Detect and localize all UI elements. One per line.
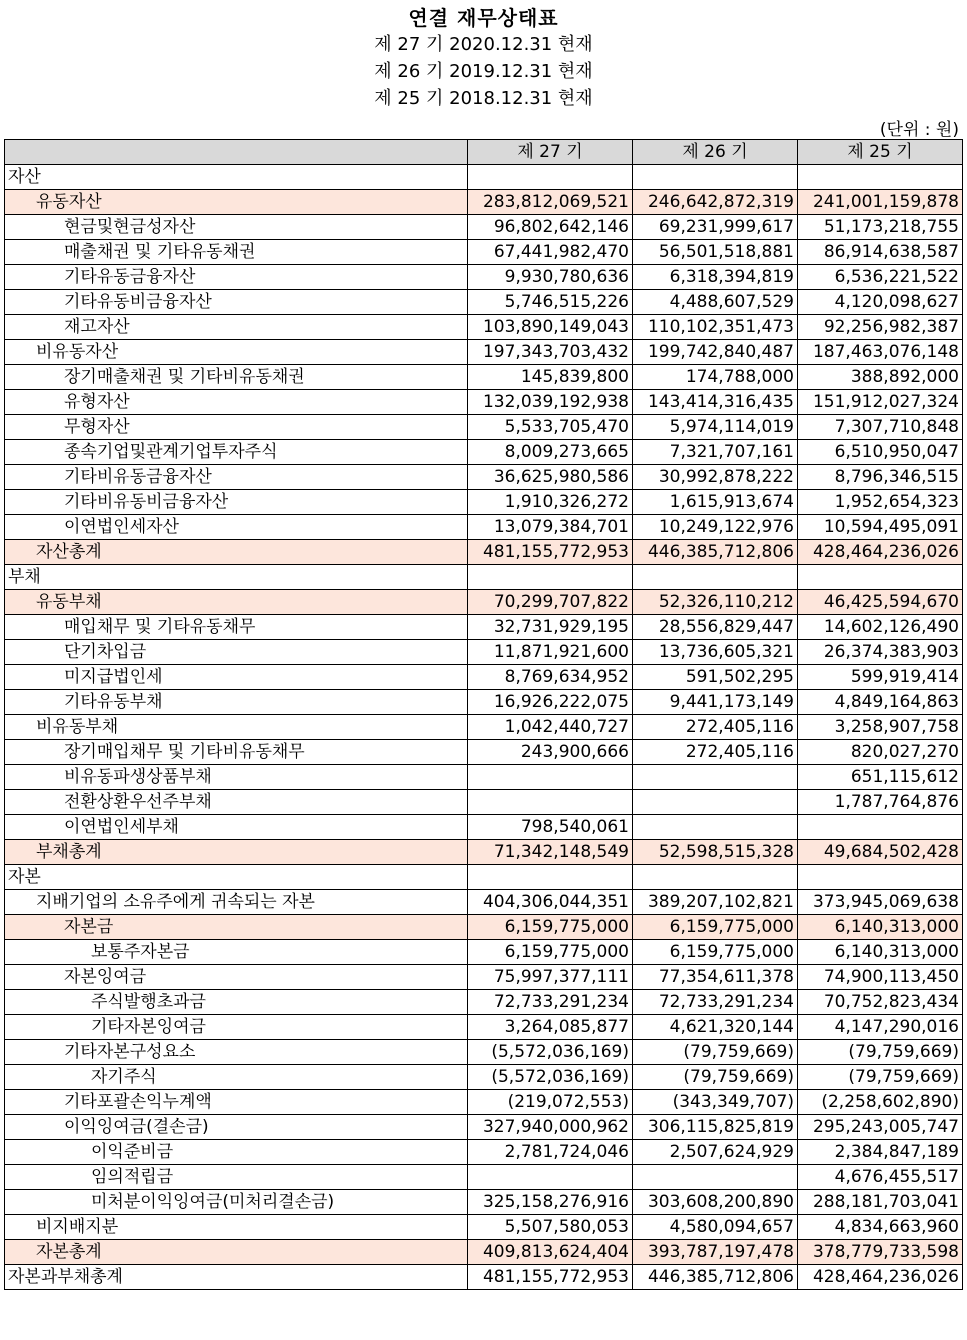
amount-cell [468,765,633,790]
account-label: 이연법인세부채 [5,815,468,840]
table-row [5,515,963,540]
table-row [5,1140,963,1165]
header-period-25: 제 25 기 [798,140,963,165]
header-period-26: 제 26 기 [633,140,798,165]
amount-cell: 199,742,840,487 [633,340,798,365]
amount-cell: 110,102,351,473 [633,315,798,340]
amount-cell: 132,039,192,938 [468,390,633,415]
account-label: 비유동파생상품부채 [5,765,468,790]
amount-cell: 32,731,929,195 [468,615,633,640]
account-label: 이익잉여금(결손금) [5,1115,468,1140]
account-label: 매출채권 및 기타유동채권 [5,240,468,265]
account-label: 자본잉여금 [5,965,468,990]
amount-cell: (219,072,553) [468,1090,633,1115]
table-row [5,640,963,665]
amount-cell: 1,042,440,727 [468,715,633,740]
table-row [5,1165,963,1190]
amount-cell: 651,115,612 [798,765,963,790]
table-row [5,1040,963,1065]
table-row [5,715,963,740]
period-line-25: 제 25 기 2018.12.31 현재 [374,88,593,109]
table-row [5,465,963,490]
table-row [5,240,963,265]
amount-cell: 428,464,236,026 [798,1265,963,1290]
amount-cell: 8,769,634,952 [468,665,633,690]
amount-cell: 10,594,495,091 [798,515,963,540]
amount-cell: 72,733,291,234 [468,990,633,1015]
table-row [5,590,963,615]
amount-cell: 7,307,710,848 [798,415,963,440]
amount-cell: 6,159,775,000 [468,915,633,940]
amount-cell [633,1165,798,1190]
amount-cell: 6,159,775,000 [468,940,633,965]
table-row [5,315,963,340]
table-row [5,1190,963,1215]
amount-cell: 143,414,316,435 [633,390,798,415]
table-body [5,165,963,1290]
amount-cell: 6,318,394,819 [633,265,798,290]
account-label: 비지배지분 [5,1215,468,1240]
amount-cell: 7,321,707,161 [633,440,798,465]
account-label: 유동부채 [5,590,468,615]
amount-cell: 70,299,707,822 [468,590,633,615]
table-row [5,890,963,915]
amount-cell: 72,733,291,234 [633,990,798,1015]
account-label: 자본과부채총계 [5,1265,468,1290]
amount-cell [798,565,963,590]
table-row [5,290,963,315]
amount-cell: 446,385,712,806 [633,540,798,565]
amount-cell: 6,140,313,000 [798,915,963,940]
table-row [5,340,963,365]
table-row [5,565,963,590]
amount-cell: 5,507,580,053 [468,1215,633,1240]
amount-cell: 4,580,094,657 [633,1215,798,1240]
amount-cell: (343,349,707) [633,1090,798,1115]
account-label: 매입채무 및 기타유동채무 [5,615,468,640]
amount-cell: 4,676,455,517 [798,1165,963,1190]
table-row [5,940,963,965]
account-label: 현금및현금성자산 [5,215,468,240]
table-row [5,1015,963,1040]
amount-cell: 6,536,221,522 [798,265,963,290]
amount-cell: 393,787,197,478 [633,1240,798,1265]
amount-cell: 8,796,346,515 [798,465,963,490]
amount-cell: (79,759,669) [633,1040,798,1065]
account-label: 기타유동금융자산 [5,265,468,290]
account-label: 비유동자산 [5,340,468,365]
amount-cell: 283,812,069,521 [468,190,633,215]
amount-cell: 8,009,273,665 [468,440,633,465]
amount-cell: 6,140,313,000 [798,940,963,965]
table-row [5,815,963,840]
account-label: 이익준비금 [5,1140,468,1165]
account-label: 기타포괄손익누계액 [5,1090,468,1115]
amount-cell: 591,502,295 [633,665,798,690]
amount-cell: 69,231,999,617 [633,215,798,240]
amount-cell: 599,919,414 [798,665,963,690]
amount-cell: 52,326,110,212 [633,590,798,615]
amount-cell: 481,155,772,953 [468,1265,633,1290]
amount-cell: 36,625,980,586 [468,465,633,490]
account-label: 유동자산 [5,190,468,215]
amount-cell: (79,759,669) [633,1065,798,1090]
account-label: 미지급법인세 [5,665,468,690]
amount-cell: 92,256,982,387 [798,315,963,340]
amount-cell: 26,374,383,903 [798,640,963,665]
table-row [5,1215,963,1240]
amount-cell [798,165,963,190]
unit-label: (단위 : 원) [879,120,959,140]
amount-cell: 288,181,703,041 [798,1190,963,1215]
amount-cell: 11,871,921,600 [468,640,633,665]
amount-cell: (5,572,036,169) [468,1040,633,1065]
amount-cell: 798,540,061 [468,815,633,840]
account-label: 임의적립금 [5,1165,468,1190]
amount-cell: 446,385,712,806 [633,1265,798,1290]
amount-cell: 56,501,518,881 [633,240,798,265]
amount-cell: 272,405,116 [633,715,798,740]
amount-cell: 51,173,218,755 [798,215,963,240]
amount-cell: 4,621,320,144 [633,1015,798,1040]
account-label: 주식발행초과금 [5,990,468,1015]
account-label: 전환상환우선주부채 [5,790,468,815]
amount-cell [468,790,633,815]
table-row [5,1115,963,1140]
table-row [5,390,963,415]
account-label: 자본총계 [5,1240,468,1265]
account-label: 재고자산 [5,315,468,340]
account-label: 장기매출채권 및 기타비유동채권 [5,365,468,390]
amount-cell: 409,813,624,404 [468,1240,633,1265]
table-row [5,365,963,390]
header-account [5,140,468,165]
amount-cell: 151,912,027,324 [798,390,963,415]
account-label: 기타자본잉여금 [5,1015,468,1040]
table-row [5,765,963,790]
amount-cell [468,865,633,890]
header-period-27: 제 27 기 [468,140,633,165]
table-row [5,990,963,1015]
amount-cell: 327,940,000,962 [468,1115,633,1140]
amount-cell: 13,736,605,321 [633,640,798,665]
amount-cell: 378,779,733,598 [798,1240,963,1265]
table-row [5,490,963,515]
amount-cell: 1,615,913,674 [633,490,798,515]
amount-cell: (5,572,036,169) [468,1065,633,1090]
amount-cell [798,865,963,890]
amount-cell: 16,926,222,075 [468,690,633,715]
amount-cell [633,565,798,590]
table-row [5,965,963,990]
account-label: 무형자산 [5,415,468,440]
table-row [5,165,963,190]
amount-cell: 2,384,847,189 [798,1140,963,1165]
account-label: 미처분이익잉여금(미처리결손금) [5,1190,468,1215]
amount-cell: 9,441,173,149 [633,690,798,715]
account-label: 자기주식 [5,1065,468,1090]
amount-cell: 243,900,666 [468,740,633,765]
amount-cell: 404,306,044,351 [468,890,633,915]
table-row [5,615,963,640]
amount-cell: 49,684,502,428 [798,840,963,865]
table-row [5,690,963,715]
account-label: 지배기업의 소유주에게 귀속되는 자본 [5,890,468,915]
amount-cell: 46,425,594,670 [798,590,963,615]
account-label: 자본 [5,865,468,890]
amount-cell: 77,354,611,378 [633,965,798,990]
amount-cell: 246,642,872,319 [633,190,798,215]
amount-cell: 74,900,113,450 [798,965,963,990]
amount-cell: 6,159,775,000 [633,915,798,940]
amount-cell: 70,752,823,434 [798,990,963,1015]
amount-cell: 241,001,159,878 [798,190,963,215]
account-label: 자산총계 [5,540,468,565]
table-row [5,790,963,815]
account-label: 유형자산 [5,390,468,415]
amount-cell: 4,849,164,863 [798,690,963,715]
amount-cell [798,815,963,840]
amount-cell: 71,342,148,549 [468,840,633,865]
table-row [5,1065,963,1090]
table-row [5,840,963,865]
amount-cell [633,865,798,890]
account-label: 부채총계 [5,840,468,865]
amount-cell [468,1165,633,1190]
amount-cell: 145,839,800 [468,365,633,390]
amount-cell: 3,258,907,758 [798,715,963,740]
table-row [5,1265,963,1290]
table-row [5,190,963,215]
account-label: 부채 [5,565,468,590]
amount-cell: 389,207,102,821 [633,890,798,915]
table-row [5,865,963,890]
account-label: 단기차입금 [5,640,468,665]
statement-title: 연결 재무상태표 [408,6,559,30]
table-row [5,540,963,565]
table-row [5,1240,963,1265]
account-label: 기타비유동비금융자산 [5,490,468,515]
amount-cell [633,815,798,840]
amount-cell [468,565,633,590]
table-row [5,215,963,240]
table-row [5,415,963,440]
account-label: 보통주자본금 [5,940,468,965]
amount-cell [633,790,798,815]
account-label: 이연법인세자산 [5,515,468,540]
header-row [5,140,963,165]
amount-cell: 14,602,126,490 [798,615,963,640]
balance-sheet-table [4,139,963,1290]
amount-cell: 5,533,705,470 [468,415,633,440]
amount-cell: 10,249,122,976 [633,515,798,540]
amount-cell: 4,120,098,627 [798,290,963,315]
account-label: 기타유동비금융자산 [5,290,468,315]
amount-cell: 197,343,703,432 [468,340,633,365]
amount-cell: 3,264,085,877 [468,1015,633,1040]
table-row [5,915,963,940]
amount-cell: 388,892,000 [798,365,963,390]
amount-cell: 4,834,663,960 [798,1215,963,1240]
amount-cell: 28,556,829,447 [633,615,798,640]
amount-cell: 272,405,116 [633,740,798,765]
account-label: 비유동부채 [5,715,468,740]
table-row [5,265,963,290]
table-row [5,440,963,465]
amount-cell: 30,992,878,222 [633,465,798,490]
amount-cell: 13,079,384,701 [468,515,633,540]
amount-cell: 303,608,200,890 [633,1190,798,1215]
amount-cell: 67,441,982,470 [468,240,633,265]
amount-cell: 820,027,270 [798,740,963,765]
table-row [5,665,963,690]
amount-cell: 4,488,607,529 [633,290,798,315]
amount-cell: 373,945,069,638 [798,890,963,915]
account-label: 기타자본구성요소 [5,1040,468,1065]
account-label: 장기매입채무 및 기타비유동채무 [5,740,468,765]
amount-cell: 52,598,515,328 [633,840,798,865]
account-label: 자본금 [5,915,468,940]
amount-cell [633,765,798,790]
table-row [5,740,963,765]
amount-cell: 4,147,290,016 [798,1015,963,1040]
amount-cell: 174,788,000 [633,365,798,390]
amount-cell: 2,507,624,929 [633,1140,798,1165]
amount-cell: 5,974,114,019 [633,415,798,440]
amount-cell: (79,759,669) [798,1065,963,1090]
amount-cell: 9,930,780,636 [468,265,633,290]
amount-cell: 1,910,326,272 [468,490,633,515]
amount-cell: 2,781,724,046 [468,1140,633,1165]
amount-cell: 306,115,825,819 [633,1115,798,1140]
amount-cell: 86,914,638,587 [798,240,963,265]
amount-cell [468,165,633,190]
period-line-26: 제 26 기 2019.12.31 현재 [374,61,593,82]
amount-cell: 75,997,377,111 [468,965,633,990]
amount-cell: 1,787,764,876 [798,790,963,815]
amount-cell: 96,802,642,146 [468,215,633,240]
amount-cell: (79,759,669) [798,1040,963,1065]
amount-cell: 295,243,005,747 [798,1115,963,1140]
period-line-27: 제 27 기 2020.12.31 현재 [374,34,593,55]
amount-cell: 6,510,950,047 [798,440,963,465]
amount-cell: 103,890,149,043 [468,315,633,340]
amount-cell [633,165,798,190]
amount-cell: 5,746,515,226 [468,290,633,315]
amount-cell: (2,258,602,890) [798,1090,963,1115]
amount-cell: 6,159,775,000 [633,940,798,965]
amount-cell: 325,158,276,916 [468,1190,633,1215]
account-label: 기타비유동금융자산 [5,465,468,490]
table-row [5,1090,963,1115]
account-label: 기타유동부채 [5,690,468,715]
amount-cell: 428,464,236,026 [798,540,963,565]
amount-cell: 187,463,076,148 [798,340,963,365]
account-label: 종속기업및관계기업투자주식 [5,440,468,465]
amount-cell: 1,952,654,323 [798,490,963,515]
amount-cell: 481,155,772,953 [468,540,633,565]
account-label: 자산 [5,165,468,190]
